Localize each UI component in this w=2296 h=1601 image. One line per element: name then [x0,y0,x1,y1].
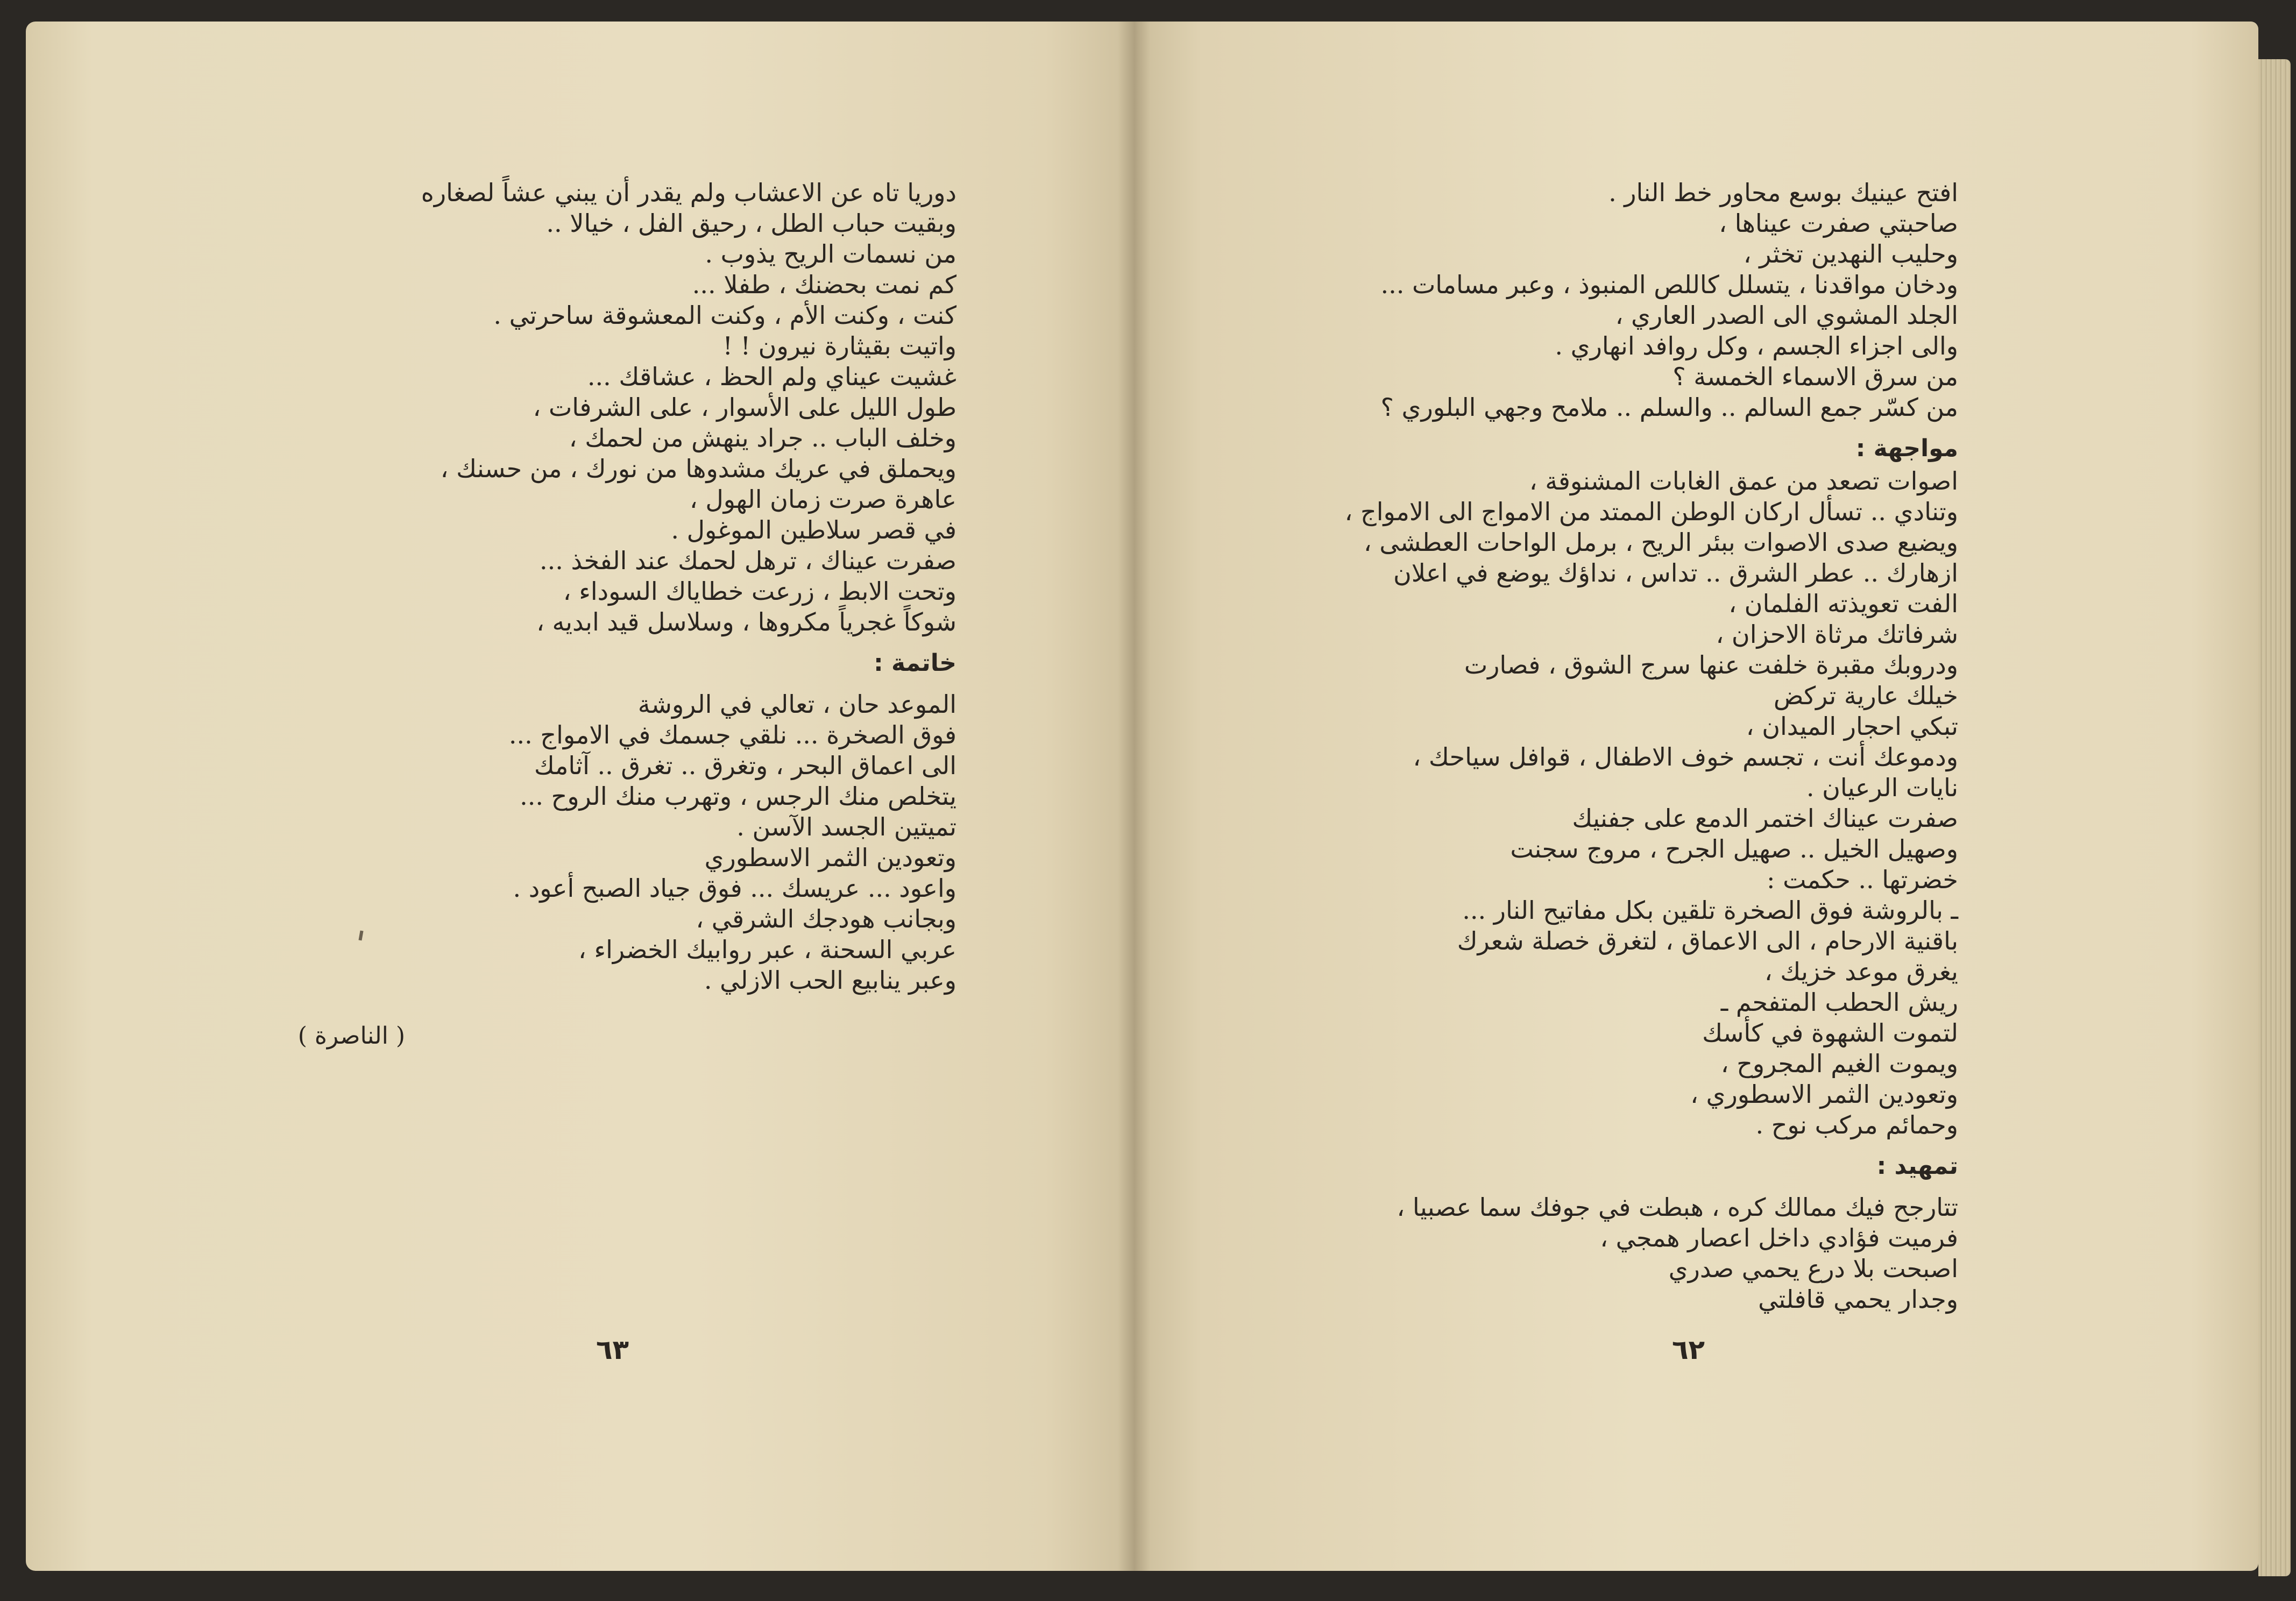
poem-line: صاحبتي صفرت عيناها ، [1719,209,1958,238]
poem-line: وتنادي .. تسأل اركان الوطن الممتد من الامواج الى الامواج ، [1344,497,1958,526]
poem-line: كم نمت بحضنك ، طفلا ... [692,270,956,299]
poem-line: وحمائم مركب نوح . [1755,1110,1958,1139]
poem-line: ويموت الغيم المجروح ، [1720,1049,1958,1078]
poem-line: اصوات تصعد من عمق الغابات المشنوقة ، [1529,466,1958,495]
section-heading-prelude: تمهيد : [1876,1152,1958,1180]
right-page [1134,22,2258,1571]
section-heading-confrontation: مواجهة : [1855,435,1958,462]
poem-line: واعود ... عريسك ... فوق جياد الصبح أعود . [513,874,956,903]
poem-line: عاهرة صرت زمان الهول ، [689,485,956,514]
poem-line: غشيت عيناي ولم الحظ ، عشاقك ... [587,362,956,391]
poem-line: وحليب النهدين تخثر ، [1743,239,1958,268]
poem-line: من نسمات الريح يذوب . [705,239,956,268]
left-page [26,22,1134,1571]
poem-line: فرميت فؤادي داخل اعصار همجي ، [1600,1223,1958,1252]
poem-line: من كسّر جمع السالم .. والسلم .. ملامح وجهي البلوري ؟ [1380,393,1958,422]
poem-line: وخلف الباب .. جراد ينهش من لحمك ، [569,423,956,452]
poem-line: واتيت بقيثارة نيرون ! ! [722,331,956,360]
section-heading-conclusion: خاتمة : [874,649,956,677]
poem-line: الى اعماق البحر ، وتغرق .. تغرق .. آثامك [534,751,956,780]
poem-line: عربي السحنة ، عبر روابيك الخضراء ، [578,935,956,964]
poem-line: وتحت الابط ، زرعت خطاياك السوداء ، [563,577,956,606]
poem-line: باقنية الارحام ، الى الاعماق ، لتغرق خصلة شعرك [1457,926,1958,955]
poem-line: فوق الصخرة ... نلقي جسمك في الامواج ... [508,720,956,749]
poem-line: ودروبك مقبرة خلفت عنها سرج الشوق ، فصارت [1464,650,1958,679]
poem-line: صفرت عيناك ، ترهل لحمك عند الفخذ ... [540,546,956,575]
poem-line: تميتين الجسد الآسن . [736,812,956,841]
poem-line: من سرق الاسماء الخمسة ؟ [1673,362,1958,391]
poem-line: افتح عينيك بوسع محاور خط النار . [1608,178,1958,207]
poem-line: وتعودين الثمر الاسطوري ، [1690,1080,1958,1109]
poem-line: شوكاً غجرياً مكروها ، وسلاسل قيد ابديه ، [536,607,956,636]
poem-line: في قصر سلاطين الموغول . [671,515,956,544]
poem-line: ريش الحطب المتفحم ـ [1720,988,1958,1017]
poem-line: اصبحت بلا درع يحمي صدري [1668,1254,1958,1283]
book-spine [1118,22,1150,1571]
poem-line: ويضيع صدى الاصوات ببئر الريح ، برمل الواحات العطشى ، [1363,528,1958,557]
poem-line: وجدار يحمي قافلتي [1758,1285,1958,1314]
page-number-left: ٦٣ [596,1334,629,1365]
poem-line: صفرت عيناك اختمر الدمع على جفنيك [1572,804,1958,833]
poem-line: والى اجزاء الجسم ، وكل روافد انهاري . [1555,331,1958,360]
poem-line: وصهيل الخيل .. صهيل الجرح ، مروج سجنت [1510,834,1958,863]
page-number-right: ٦٢ [1672,1334,1705,1365]
poem-line: دوريا تاه عن الاعشاب ولم يقدر أن يبني عشاً لصغاره [421,178,956,207]
poem-line: تتارجح فيك ممالك كره ، هبطت في جوفك سما عصبيا ، [1397,1193,1958,1222]
book-spread [26,22,2258,1571]
poem-line: وبجانب هودجك الشرقي ، [696,904,956,933]
poem-line: ازهارك .. عطر الشرق .. تداس ، نداؤك يوضع في اعلان [1393,558,1958,587]
poem-line: وعبر ينابيع الحب الازلي . [704,966,956,995]
poem-line: ودخان مواقدنا ، يتسلل كاللص المنبوذ ، وعبر مسامات ... [1380,270,1958,299]
poem-line: خيلك عارية تركض [1773,681,1958,710]
poem-line: وبقيت حباب الطل ، رحيق الفل ، خيالا .. [546,209,956,238]
poem-line: نايات الرعيان . [1806,773,1958,802]
poem-line: الفت تعويذته الفلمان ، [1728,589,1958,618]
poem-line: الموعد حان ، تعالي في الروشة [637,690,956,719]
poem-line: الجلد المشوي الى الصدر العاري ، [1615,301,1958,330]
place-signature: ( الناصرة ) [297,1022,405,1050]
poem-line: ـ بالروشة فوق الصخرة تلقين بكل مفاتيح النار ... [1462,896,1958,925]
poem-line: شرفاتك مرثاة الاحزان ، [1716,620,1958,649]
page-edges [2258,59,2291,1576]
poem-line: ودموعك أنت ، تجسم خوف الاطفال ، قوافل سياحك ، [1413,742,1958,771]
poem-line: كنت ، وكنت الأم ، وكنت المعشوقة ساحرتي . [493,301,956,330]
poem-line: وتعودين الثمر الاسطوري [704,843,956,872]
poem-line: يغرق موعد خزيك ، [1764,957,1958,986]
poem-line: ويحملق في عريك مشدوها من نورك ، من حسنك ، [440,454,956,483]
poem-line: طول الليل على الأسوار ، على الشرفات ، [533,393,956,422]
poem-line: تبكي احجار الميدان ، [1746,712,1958,741]
left-page-text [150,178,956,996]
poem-line: خضرتها .. حكمت : [1767,865,1958,894]
poem-line: لتموت الشهوة في كأسك [1702,1018,1958,1047]
poem-line: يتخلص منك الرجس ، وتهرب منك الروح ... [520,782,956,811]
right-page-text [1151,178,1958,1315]
